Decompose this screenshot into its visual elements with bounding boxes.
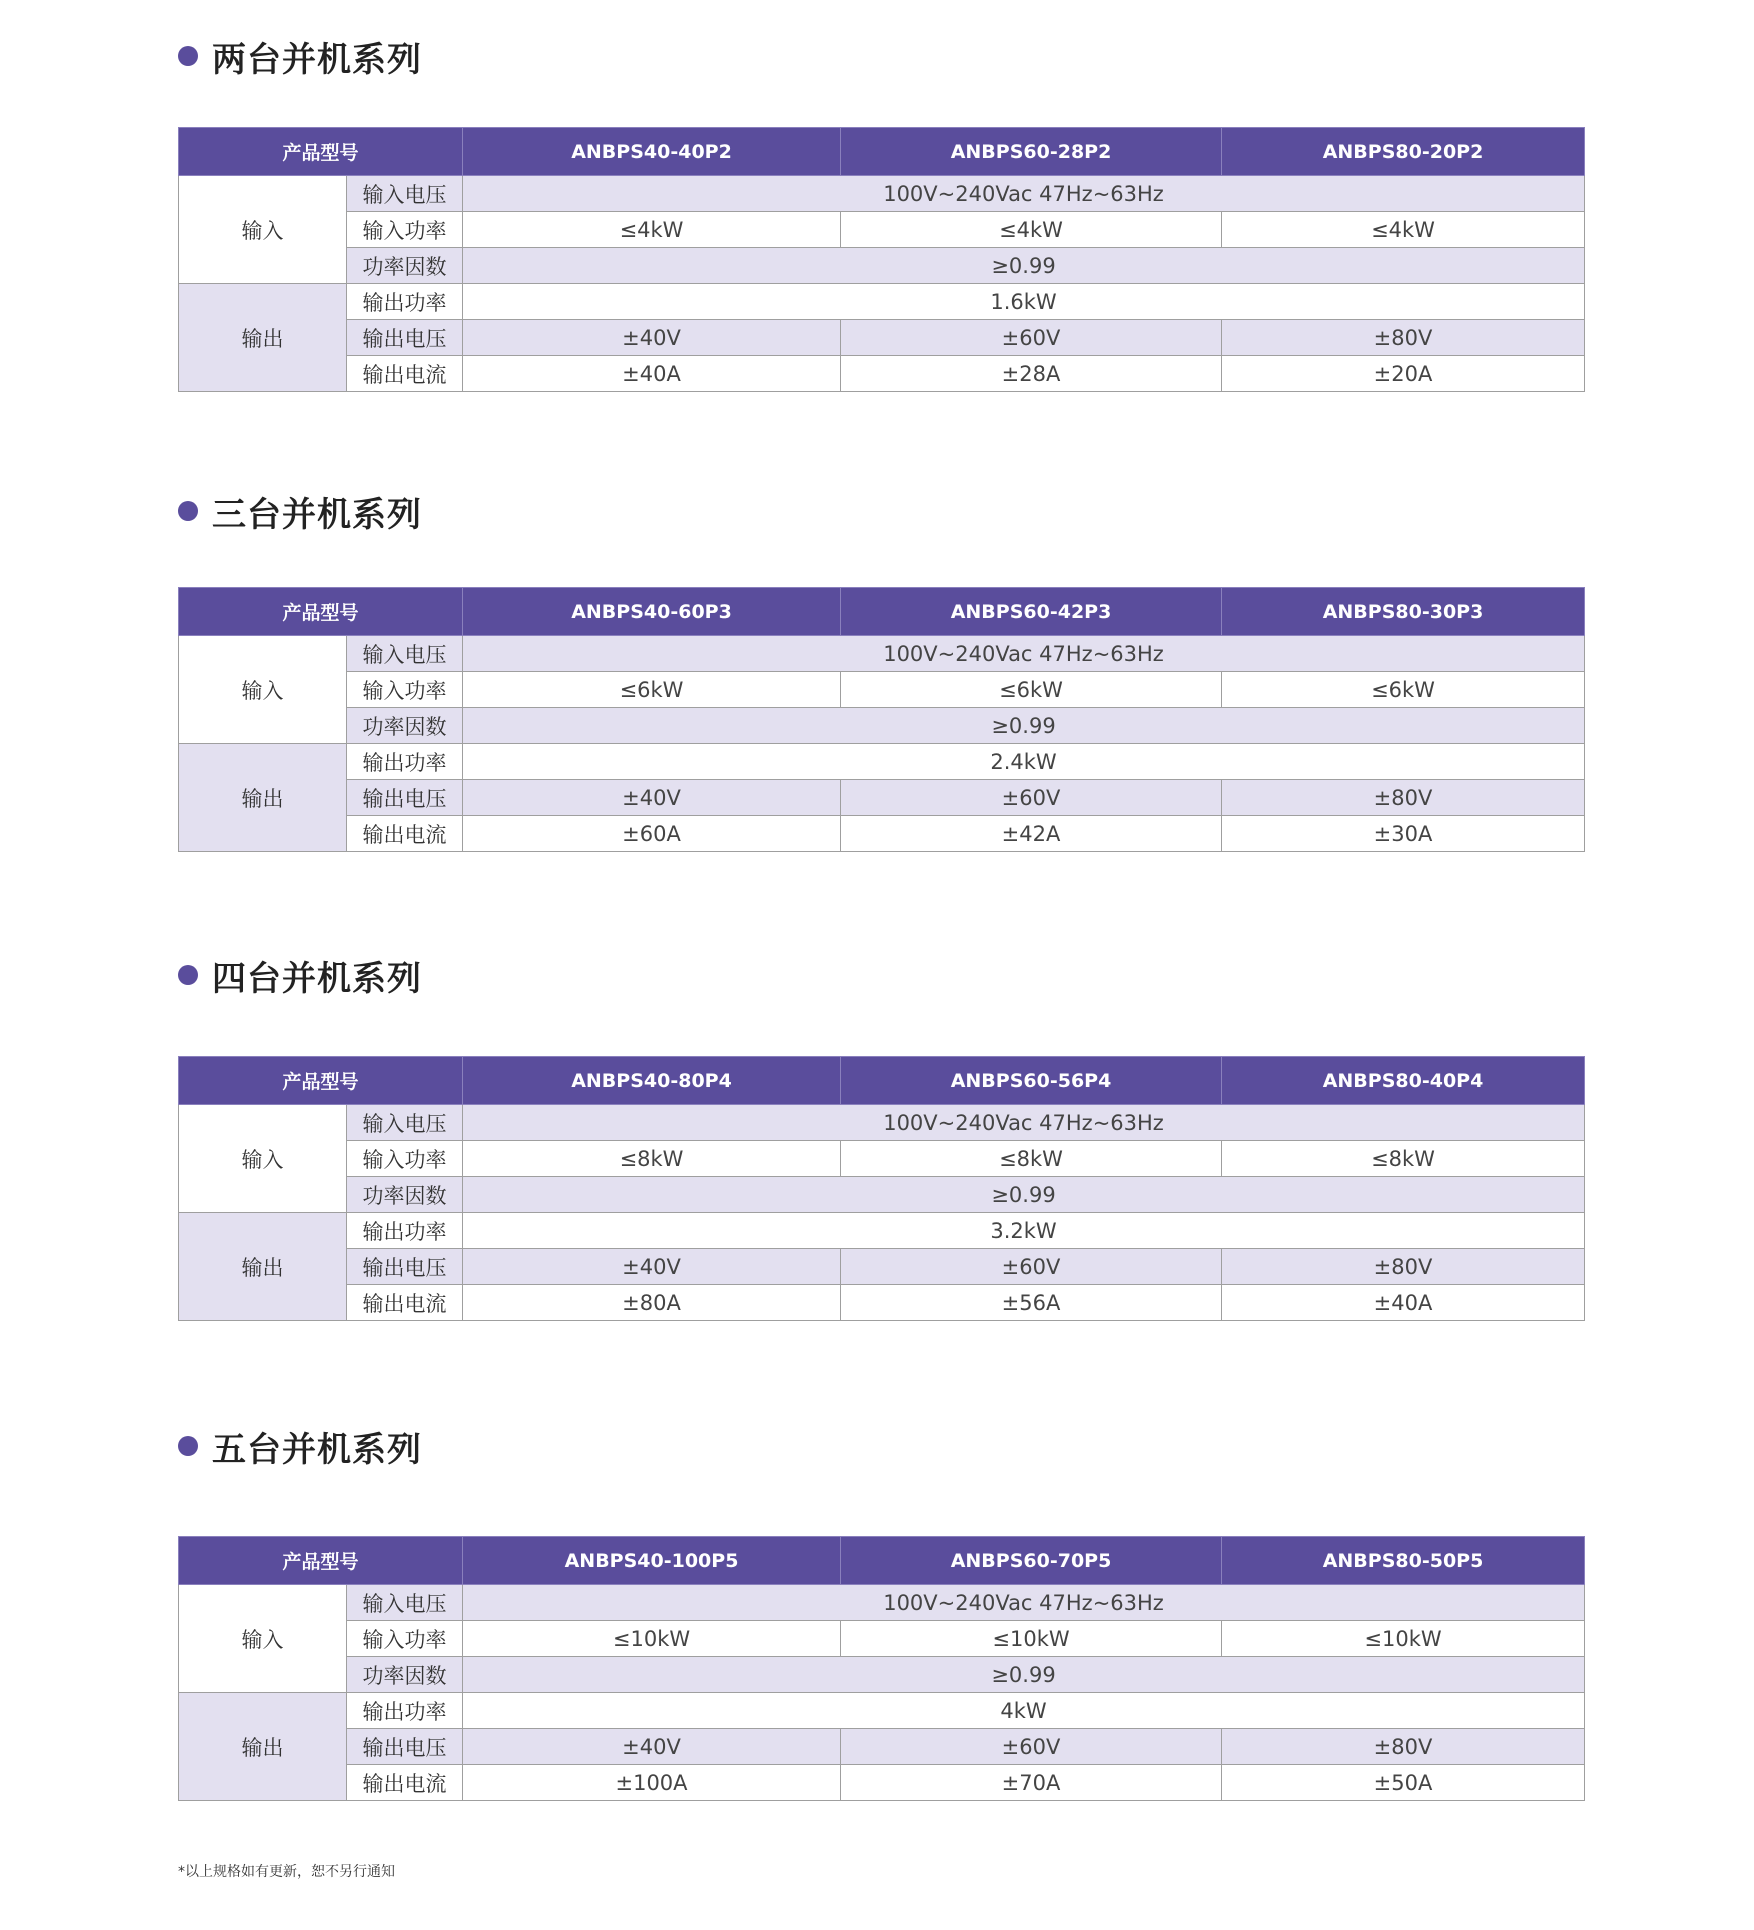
spec-value: ≤6kW [841,672,1222,708]
param-label: 输出电流 [347,816,463,852]
spec-value: ≤10kW [841,1621,1222,1657]
spec-value: ≤4kW [1222,212,1585,248]
model-header-label: 产品型号 [179,128,463,176]
section-title-text: 四台并机系列 [212,958,422,999]
group-label-output: 输出 [179,744,347,852]
param-label: 输出电流 [347,356,463,392]
spec-value: ±40V [463,320,841,356]
model-name: ANBPS40-80P4 [463,1057,841,1105]
model-header-label: 产品型号 [179,1537,463,1585]
table-row-output-power [179,1213,1585,1249]
spec-value: ±50A [1222,1765,1585,1801]
group-label-input: 输入 [179,1105,347,1213]
spec-value: 100V~240Vac 47Hz~63Hz [463,176,1585,212]
group-label-output: 输出 [179,284,347,392]
group-label-output: 输出 [179,1693,347,1801]
bullet-dot-icon [178,1436,198,1456]
table-header-row [179,1057,1585,1105]
spec-value: ±28A [841,356,1222,392]
table-row-input-power [179,672,1585,708]
model-name: ANBPS40-60P3 [463,588,841,636]
spec-value: ≤8kW [463,1141,841,1177]
model-header-label: 产品型号 [179,588,463,636]
spec-value: ±60V [841,780,1222,816]
section-title-text: 三台并机系列 [212,494,422,535]
table-row-output-voltage [179,320,1585,356]
spec-value: 3.2kW [463,1213,1585,1249]
group-label-input: 输入 [179,636,347,744]
model-name: ANBPS40-40P2 [463,128,841,176]
spec-table-2-unit [178,127,1585,392]
spec-value: ±40A [463,356,841,392]
model-name: ANBPS40-100P5 [463,1537,841,1585]
param-label: 输入电压 [347,176,463,212]
table-row-power-factor [179,708,1585,744]
spec-value: ±60V [841,1729,1222,1765]
spec-value: ≥0.99 [463,1177,1585,1213]
param-label: 功率因数 [347,248,463,284]
spec-value: ±42A [841,816,1222,852]
section-title-3-unit [178,481,422,541]
model-name: ANBPS60-28P2 [841,128,1222,176]
table-header-row [179,1537,1585,1585]
param-label: 输出电压 [347,1249,463,1285]
section-title-5-unit [178,1416,422,1476]
bullet-dot-icon [178,46,198,66]
spec-value: ≤8kW [841,1141,1222,1177]
table-row-input-voltage [179,636,1585,672]
spec-value: ≤10kW [463,1621,841,1657]
spec-value: ±100A [463,1765,841,1801]
spec-value: ≤4kW [463,212,841,248]
bullet-dot-icon [178,965,198,985]
param-label: 功率因数 [347,1657,463,1693]
param-label: 输入电压 [347,636,463,672]
param-label: 输出电压 [347,1729,463,1765]
spec-value: ≤10kW [1222,1621,1585,1657]
param-label: 输出电流 [347,1765,463,1801]
param-label: 输出功率 [347,1213,463,1249]
table-row-input-voltage [179,176,1585,212]
spec-value: 1.6kW [463,284,1585,320]
spec-table-4-unit [178,1056,1585,1321]
spec-value: ±40V [463,1249,841,1285]
spec-value: ±40V [463,780,841,816]
spec-table-3-unit [178,587,1585,852]
spec-value: ±60V [841,320,1222,356]
param-label: 输出功率 [347,1693,463,1729]
section-title-text: 五台并机系列 [212,1429,422,1470]
spec-value: ±80A [463,1285,841,1321]
param-label: 输出功率 [347,284,463,320]
group-label-input: 输入 [179,176,347,284]
table-row-input-voltage [179,1585,1585,1621]
param-label: 输入功率 [347,1621,463,1657]
spec-value: ±20A [1222,356,1585,392]
table-row-output-current [179,816,1585,852]
spec-value: ±80V [1222,780,1585,816]
spec-value: ≤6kW [463,672,841,708]
spec-value: ≤4kW [841,212,1222,248]
spec-value: ±56A [841,1285,1222,1321]
spec-value: ±40A [1222,1285,1585,1321]
spec-value: 100V~240Vac 47Hz~63Hz [463,1585,1585,1621]
param-label: 输入电压 [347,1105,463,1141]
spec-value: ≥0.99 [463,708,1585,744]
group-label-input: 输入 [179,1585,347,1693]
spec-value: ±60V [841,1249,1222,1285]
table-row-input-voltage [179,1105,1585,1141]
model-name: ANBPS60-56P4 [841,1057,1222,1105]
table-row-output-power [179,1693,1585,1729]
spec-value: 100V~240Vac 47Hz~63Hz [463,1105,1585,1141]
spec-value: ±60A [463,816,841,852]
table-row-output-current [179,1285,1585,1321]
group-label-output: 输出 [179,1213,347,1321]
spec-value: 4kW [463,1693,1585,1729]
spec-value: ≤8kW [1222,1141,1585,1177]
spec-value: ≥0.99 [463,1657,1585,1693]
bullet-dot-icon [178,501,198,521]
model-name: ANBPS60-42P3 [841,588,1222,636]
spec-value: ≥0.99 [463,248,1585,284]
model-name: ANBPS80-30P3 [1222,588,1585,636]
spec-value: 2.4kW [463,744,1585,780]
param-label: 输出功率 [347,744,463,780]
table-row-power-factor [179,1657,1585,1693]
model-name: ANBPS80-20P2 [1222,128,1585,176]
table-row-power-factor [179,248,1585,284]
table-row-input-power [179,212,1585,248]
spec-value: ±80V [1222,1249,1585,1285]
table-row-power-factor [179,1177,1585,1213]
param-label: 输出电压 [347,320,463,356]
param-label: 输入功率 [347,212,463,248]
spec-value: ±80V [1222,1729,1585,1765]
param-label: 功率因数 [347,708,463,744]
spec-value: ±30A [1222,816,1585,852]
param-label: 输出电压 [347,780,463,816]
param-label: 输出电流 [347,1285,463,1321]
table-row-output-power [179,284,1585,320]
table-header-row [179,588,1585,636]
model-name: ANBPS60-70P5 [841,1537,1222,1585]
model-name: ANBPS80-50P5 [1222,1537,1585,1585]
spec-value: ±80V [1222,320,1585,356]
table-row-input-power [179,1141,1585,1177]
param-label: 输入功率 [347,672,463,708]
model-name: ANBPS80-40P4 [1222,1057,1585,1105]
table-row-output-power [179,744,1585,780]
table-row-output-voltage [179,1249,1585,1285]
spec-value: ±70A [841,1765,1222,1801]
spec-value: ±40V [463,1729,841,1765]
table-header-row [179,128,1585,176]
model-header-label: 产品型号 [179,1057,463,1105]
table-row-output-current [179,1765,1585,1801]
footnote: *以上规格如有更新，恕不另行通知 [178,1864,395,1880]
table-row-output-voltage [179,780,1585,816]
table-row-output-current [179,356,1585,392]
param-label: 功率因数 [347,1177,463,1213]
spec-value: ≤6kW [1222,672,1585,708]
table-row-input-power [179,1621,1585,1657]
spec-table-5-unit [178,1536,1585,1801]
section-title-text: 两台并机系列 [212,39,422,80]
spec-value: 100V~240Vac 47Hz~63Hz [463,636,1585,672]
param-label: 输入功率 [347,1141,463,1177]
section-title-4-unit [178,945,422,1005]
table-row-output-voltage [179,1729,1585,1765]
param-label: 输入电压 [347,1585,463,1621]
section-title-2-unit [178,26,422,86]
